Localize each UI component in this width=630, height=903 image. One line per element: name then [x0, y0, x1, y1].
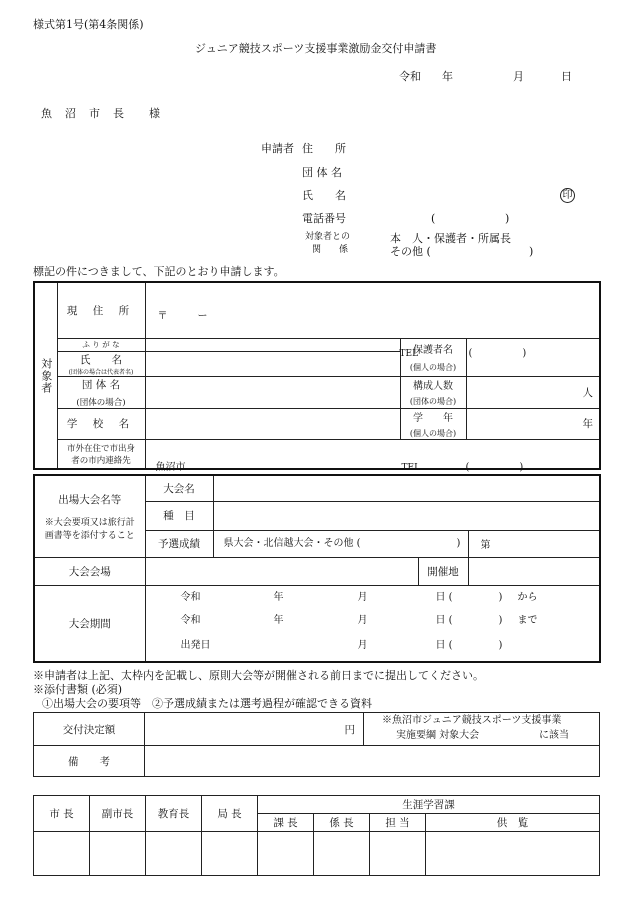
tournament-name-cell[interactable]: [213, 475, 600, 501]
event-cell[interactable]: [213, 501, 600, 530]
tel2-label: TEL: [401, 462, 421, 473]
start-era: 令和: [180, 591, 201, 603]
grant-amount-label: 交付決定額: [34, 713, 145, 746]
phone-paren-close: ): [505, 212, 510, 225]
period-cell[interactable]: [145, 585, 600, 662]
departure-close: ): [498, 639, 503, 651]
qualifying-options[interactable]: [213, 530, 468, 557]
qualifying-options-text: 県大会・北信越大会・その他 (: [223, 537, 361, 549]
section-chief-stamp[interactable]: [258, 832, 314, 876]
departure-month: 月: [357, 639, 368, 651]
end-era: 令和: [180, 614, 201, 626]
end-day: 日 (: [435, 614, 453, 626]
host-cell[interactable]: [468, 557, 600, 585]
mayor-stamp[interactable]: [34, 832, 90, 876]
division-label: 生涯学習課: [258, 796, 600, 814]
members-label: 構成人数 (団体の場合): [400, 376, 466, 408]
applicant-phone-label: 電話番号: [302, 212, 346, 225]
tournament-label: 出場大会名等 ※大会要項又は旅行計 画書等を添付すること: [34, 475, 145, 557]
grant-applies-cell: [364, 713, 600, 746]
in-charge-label: 担 当: [370, 814, 426, 832]
applies-line2: 実施要綱 対象大会: [396, 730, 480, 741]
date-year: 年: [442, 70, 453, 83]
period-label: 大会期間: [34, 585, 145, 662]
remarks-cell[interactable]: [145, 746, 600, 777]
end-month: 月: [357, 614, 368, 626]
applicant-address-label: 住 所: [302, 142, 346, 155]
vice-mayor-label: 副市長: [90, 796, 146, 832]
school-cell[interactable]: [145, 408, 400, 439]
date-day: 日: [561, 70, 572, 83]
period-from: から: [517, 591, 538, 603]
group-label: 団 体 名 (団体の場合): [57, 376, 145, 408]
tel2-paren: ( ): [465, 461, 524, 473]
furigana-cell[interactable]: [145, 338, 400, 351]
remarks-label: 備 考: [34, 746, 145, 777]
rank-prefix: 第: [480, 540, 491, 551]
host-label: 開催地: [418, 557, 468, 585]
superintendent-stamp[interactable]: [146, 832, 202, 876]
departure-label: 出発日: [180, 639, 211, 651]
qualifying-label: 予選成績: [145, 530, 213, 557]
start-year: 年: [273, 591, 284, 603]
postal-mark: 〒 ー: [157, 311, 208, 323]
superintendent-label: 教育長: [146, 796, 202, 832]
subsection-chief-stamp[interactable]: [314, 832, 370, 876]
name-cell[interactable]: [145, 351, 400, 376]
relation-other: その他 (: [390, 245, 431, 258]
tournament-table: [33, 474, 601, 663]
venue-cell[interactable]: [145, 557, 418, 585]
school-label: 学 校 名: [57, 408, 145, 439]
start-day: 日 (: [435, 591, 453, 603]
event-label: 種 目: [145, 501, 213, 530]
applicant-group-label: 団 体 名: [302, 166, 342, 179]
start-close: ): [498, 591, 503, 603]
section-chief-label: 課 長: [258, 814, 314, 832]
subject-table: [33, 281, 601, 473]
qualifying-close: ): [456, 537, 461, 549]
form-title: ジュニア競技スポーツ支援事業激励金交付申請書: [195, 42, 437, 55]
start-month: 月: [357, 591, 368, 603]
date-era: 令和: [399, 70, 421, 83]
phone-paren-open: (: [431, 212, 436, 225]
departure-day: 日 (: [435, 639, 453, 651]
grant-amount-yen[interactable]: 円: [145, 713, 364, 746]
relation-label-1: 対象者との: [305, 232, 351, 242]
note-submit: ※申請者は上記、太枠内を記載し、原則大会等が開催される前日までに提出してください。: [33, 669, 484, 682]
outside-contact-label: 市外在住で市出身 者の市内連絡先: [57, 439, 145, 469]
circulation-label: 供 覧: [426, 814, 600, 832]
relation-close: ): [529, 245, 534, 258]
current-address-label: 現 住 所: [57, 282, 145, 338]
venue-label: 大会会場: [34, 557, 145, 585]
end-year: 年: [273, 614, 284, 626]
guardian-label: 保護者名 (個人の場合): [400, 338, 466, 376]
tournament-name-label: 大会名: [145, 475, 213, 501]
approval-table: [33, 795, 600, 876]
intro-text: 標記の件につきまして、下記のとおり申請します。: [33, 265, 285, 278]
note-docs: ①出場大会の要項等 ②予選成績または選考過程が確認できる資料: [42, 697, 372, 710]
applicant-label: 申請者: [261, 142, 294, 155]
vice-mayor-stamp[interactable]: [90, 832, 146, 876]
applicant-name-label: 氏 名: [302, 189, 346, 202]
applies-line3: に該当: [539, 730, 569, 741]
relation-options: 本 人・保護者・所属長: [390, 232, 511, 245]
tel-paren: ( ): [468, 348, 527, 360]
subject-side-label: 対象者: [34, 282, 57, 469]
form-number: 様式第1号(第4条関係): [33, 18, 144, 31]
outside-contact-cell[interactable]: [145, 439, 600, 473]
furigana-label: ふ り が な: [57, 338, 145, 351]
grade-label: 学 年 (個人の場合): [400, 408, 466, 439]
city-label: 魚沼市: [155, 461, 186, 473]
mayor-label: 市 長: [34, 796, 90, 832]
period-to: まで: [517, 614, 538, 626]
rank-cell[interactable]: [468, 530, 600, 557]
director-stamp[interactable]: [202, 832, 258, 876]
end-close: ): [498, 614, 503, 626]
in-charge-stamp[interactable]: [370, 832, 426, 876]
note-attach: ※添付書類 (必須): [33, 683, 123, 696]
date-month: 月: [513, 70, 524, 83]
members-unit[interactable]: 人: [466, 376, 600, 408]
grade-unit[interactable]: 年: [466, 408, 600, 439]
subsection-chief-label: 係 長: [314, 814, 370, 832]
seal-mark: 印: [560, 188, 575, 203]
circulation-stamp[interactable]: [426, 832, 600, 876]
applies-line1: ※魚沼市ジュニア競技スポーツ支援事業: [382, 715, 562, 726]
name-label: 氏 名 (団体の場合は代表者名): [57, 351, 145, 376]
grant-table: [33, 712, 600, 777]
group-cell[interactable]: [145, 376, 400, 408]
relation-label-2: 関 係: [312, 245, 349, 255]
director-label: 局 長: [202, 796, 258, 832]
tel-label: TEL: [399, 349, 419, 360]
addressee: 魚 沼 市 長 様: [41, 107, 161, 120]
